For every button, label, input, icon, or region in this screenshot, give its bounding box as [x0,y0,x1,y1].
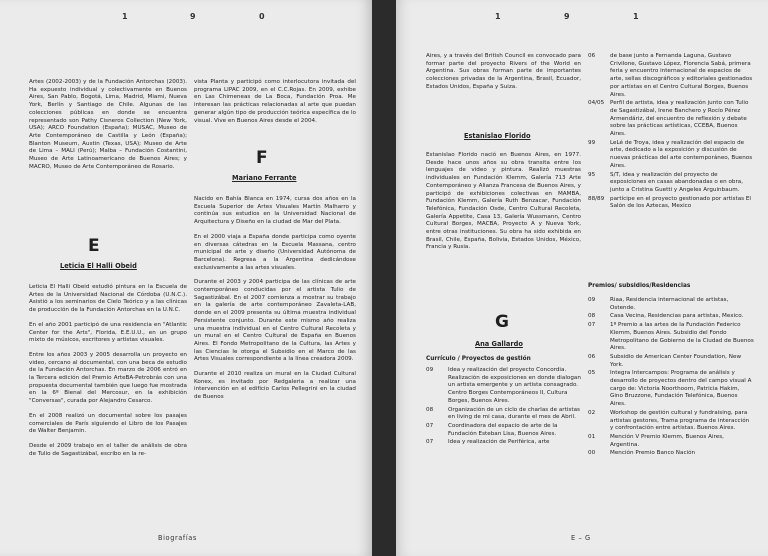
entry-text: 1º Premio a las artes de la Fundación Federico Klemm, Buenos Aires. Subsidio del Fondo Metropolitano de Gobierno de la Ciudad de Buenos Aires. [610,322,754,352]
folio-digit: 9 [564,12,570,21]
entry-text: Casa Vecina, Residencias para artistas, Mexico. [610,313,744,320]
section-letter-g: G [495,312,509,332]
folio-digit: 1 [633,12,639,21]
entry-year: 05 [588,370,596,377]
list-item [588,410,754,433]
list-item [426,367,581,406]
footer-title: Biografías [158,534,197,542]
right-column-1 [426,53,581,99]
entry-year: 95 [588,171,596,178]
list-item [588,297,754,312]
entry-year: 07 [426,422,434,429]
list-item [588,100,754,139]
artist-name: Estanislao Florido [464,132,531,140]
paragraph: Artes (2002-2003) y de la Fundación Antorchas (2003). Ha expuesto individual y colectivamente en Buenos Aires, San Pablo, Bogotá, Lima, Madrid, Miami, Nueva York, Berlín y Santiago de Chile. Algunas de las colecciones públicas en donde se encuentra representado son Pathy Cisneros Collection (New York, USA); ARCO Foundation (España); MUSAC, Museo de Arte Contemporáneo de Castilla y León (España); Blanton Museum, Austin (Texas, USA); Museo de Arte de Lima – MALI (Perú); Malba – Fundación Costantini, Museo de Arte Latinoamericano de Buenos Aires; y MACRO, Museo de Arte Contemporáneo de Rosario. [29,79,187,170]
list-item [588,140,754,171]
entry-year: 04/05 [588,100,605,107]
artist-name: Leticia El Halli Obeid [60,262,137,270]
entry-year: 09 [426,367,434,373]
paragraph: En el año 2001 participó de una residencia en "Atlantic Center for the Arts", Florida, E.E.U.U., en un grupo mixto de músicos, escritores y artistas visuales. [29,321,187,344]
section-letter-f: F [256,148,268,168]
list-item [426,407,581,422]
entry-text: Perfil de artista, idea y realización junto con Tulio de Sagastizábal, Irene Banchero y Rocío Pérez Armendáriz, del encuentro de reflexión y debate sobre las prácticas artísticas, CCEBA, Buenos Aires. [610,100,749,138]
entry-year: 01 [588,433,596,440]
entry-year: 00 [588,450,596,457]
right-page [396,0,768,556]
entry-year: 06 [588,53,596,59]
entry-year: 02 [588,409,596,416]
entry-text: S/T, idea y realización del proyecto de exposiciones en casas abandonadas o en obra, junto a Cristina Guetti y Angeles Arguinbaum. [610,171,744,193]
right-column-1-bio [426,152,581,259]
entry-text: partícipe en el proyecto gestionado por artistas El Salón de los Aztecas, Mexico [610,195,751,210]
entry-text: Idea y realización del proyecto Concordia. Realización de exposiciones en donde dialogan un artista emergente y un artista consagrado. Centro Borges Contemporáneos II, Cultura Borges, Buenos Aires. [448,367,581,404]
entry-text: Integra Intercampos: Programa de análisis y desarrollo de proyectos dentro del campo visual A cargo de: Victoria Noorthoorn, Patricia Hakim, Gino Bruzzone, Fundación Telefónica, Buenos Aires. [610,370,752,408]
section-letter-e: E [88,236,100,256]
paragraph: vista Planta y participó como interlocutora invitada del programa LIPAC 2009, en el C.C.Rojas. En 2009, exhibe en Las Chimeneas de La Boca, Fundación Proa. Me interesan las prácticas relacionadas al arte que puedan generar algún tipo de producción teórica específica de lo visual. Vive en Buenos Aires desde el 2004. [194,79,356,124]
entry-text: Coordinadora del espacio de arte de la Fundación Esteban Lisa, Buenos Aires. [448,422,558,437]
entry-year: 08 [588,313,596,320]
paragraph: Entre los años 2003 y 2005 desarrolla un proyecto en video, cercano al documental, con una beca de estudio de la Fundación Antorchas. En marzo de 2006 entró en la Tercera edición del Premio ArteBA-Petrobrás con una propuesta documental también que luego fue mostrada en la 6º Bienal del Mercosur, en la exhibición "Conversas", curada por Alejandro Cesarco. [29,351,187,405]
footer-title: E – G [571,534,591,542]
entry-text: de base junto a Fernanda Laguna, Gustavo Crivilone, Gustavo López, Florencia Sabá, primera feria y encuentro internacional de espacios de arte, sellas discográficos y editoriales gestionados por artistas en el Centro Cultural Borges, Buenos Aires. [610,53,753,98]
curriculum-heading: Currículo / Proyectos de gestión [426,356,531,362]
curriculum-list [426,367,581,448]
entry-text: Mención V Premio Klemm, Buenos Aires, Argentina. [610,433,724,448]
entry-text: Workshop de gestión cultural y fundraising, para artistas gestores, Trama programa de interacción y confrontación entre artistas. Buenos Aires. [610,409,750,432]
left-column-2-bio [194,196,356,409]
entry-text: Idea y realización de Periférica, arte [448,439,550,446]
awards-heading: Premios/ subsidios/Residencias [588,283,691,289]
list-item [426,439,581,447]
list-item [588,450,754,458]
entry-year: 07 [426,439,434,446]
entry-year: 88/89 [588,195,605,202]
entry-year: 06 [588,353,596,360]
entry-text: Riaa, Residencia internacional de artistas, Ostende. [610,297,729,311]
list-item [588,434,754,449]
list-item [588,322,754,353]
entry-text: Mención Premio Banco Nación [610,450,696,457]
paragraph: Durante el 2010 realiza un mural en la Ciudad Cultural Konex, es invitado por Redgaleria a realizar una intervención en el edificio Carlos Pellegrini en la ciudad de Buenos [194,371,356,401]
left-column-1-bio [29,284,187,465]
list-item [588,370,754,409]
paragraph: Desde el 2009 trabajo en el taller de análisis de obra de Tulio de Sagastizábal, escribo en la re- [29,442,187,457]
right-column-2 [588,53,754,212]
entry-text: Organización de un ciclo de charlas de artistas en living de mi casa, durante el mes de Abril. [448,406,580,421]
folio-digit: 1 [495,12,501,21]
folio-digit: 9 [190,12,196,21]
entry-text: LeLé de Troya, idea y realización del espacio de arte, dedicado a la exposición y discusión de nuevas prácticas del arte contemporáneo, Buenos Aires. [610,139,753,169]
entry-text: Subsidio de American Center Foundation, New York. [610,353,742,368]
folio-digit: 0 [259,12,265,21]
list-item [588,313,754,321]
paragraph: En el 2008 realizó un documental sobre los pasajes comerciales de París siguiendo el Libro de los Pasajes de Walter Benjamin. [29,412,187,435]
list-item [426,423,581,438]
entry-year: 99 [588,139,596,146]
left-column-2 [194,79,356,132]
paragraph: Durante el 2003 y 2004 participa de las clínicas de arte contemporáneo conducidas por el artista Tulio de Sagastizábal. En el 2007 comienza a mostrar su trabajo en la galería de arte contemporáneo Zavaleta-LAB, donde en el 2009 presenta su última muestra individual Persistente conjunto. Durante este mismo año realiza una muestra individual en el Centro Cultural Recoleta y un mural en el Centro Cultural de España en Buenos Aires. El Fondo Metropolitano de la Cultura, las Artes y las Ciencias le otorga el Subsidio en el Marco de las Artes Visuales correspondiente a la línea creadora 2009. [194,279,356,363]
paragraph: En el 2000 viaja a España donde participa como oyente en diversas cátedras en la Escuela Massana, centro municipal de arte y diseño (Universidad Autónoma de Barcelona). Regresa a la Argentina dedicándose exclusivamente a las artes visuales. [194,233,356,271]
entry-year: 08 [426,406,434,413]
entry-year: 07 [588,322,596,329]
entry-year: 09 [588,297,596,303]
list-item [588,172,754,195]
paragraph: Aires, y a través del British Council es convocado para formar parte del proyecto Rivers of the World en Argentina. Sus obras forman parte de importantes colecciones privadas de la Argentina, Brasil, Ecuador, Estados Unidos, España y Suiza. [426,53,581,90]
paragraph: Leticia El Halli Obeid estudió pintura en la Escuela de Artes de la Universidad Nacional de Córdoba (U.N.C.). Asistió a los seminarios de Cielo Teórico y a las clínicas de producción de la Fundación Antorchas en la U.N.C. [29,284,187,314]
left-column-1 [29,79,187,178]
paragraph: Nacido en Bahía Blanca en 1974, cursa dos años en la Escuela Superior de Artes Visuales Martín Malharro y continúa sus estudios en la Universidad Nacional de Arquitectura y Diseño en la ciudad de Mar del Plata. [194,196,356,226]
paragraph: Estanislao Florido nació en Buenos Aires, en 1977. Desde hace unos años su obra transita entre los lenguajes de video y pintura. Realizó muestras individuales en Fundación Klemm, Galería 713 Arte Contemporáneo y Alianza Francesa de Buenos Aires, y participó de exhibiciones colectivas en MAMBA, Fundación Klemm, Galería Ruth Benzacar, Fundación Telefónica, Fundación Osde, Centro Cultural Recoleta, Galería Appetite, Casa 13, Galería Wussmann, Centro Cultural Borges, MACBA, Proyecto A y Nueva York, entre otras instituciones. Su obra ha sido exhibida en Brasil, Chile, España, Bolivia, Estados Unidos, México, Francia y Rusia. [426,152,581,251]
list-item [588,196,754,211]
left-page [0,0,372,556]
list-item [588,354,754,369]
folio-digit: 1 [122,12,128,21]
artist-name: Mariano Ferrante [232,174,297,182]
artist-name: Ana Gallardo [475,340,523,348]
list-item [588,53,754,99]
awards-list [588,297,754,459]
